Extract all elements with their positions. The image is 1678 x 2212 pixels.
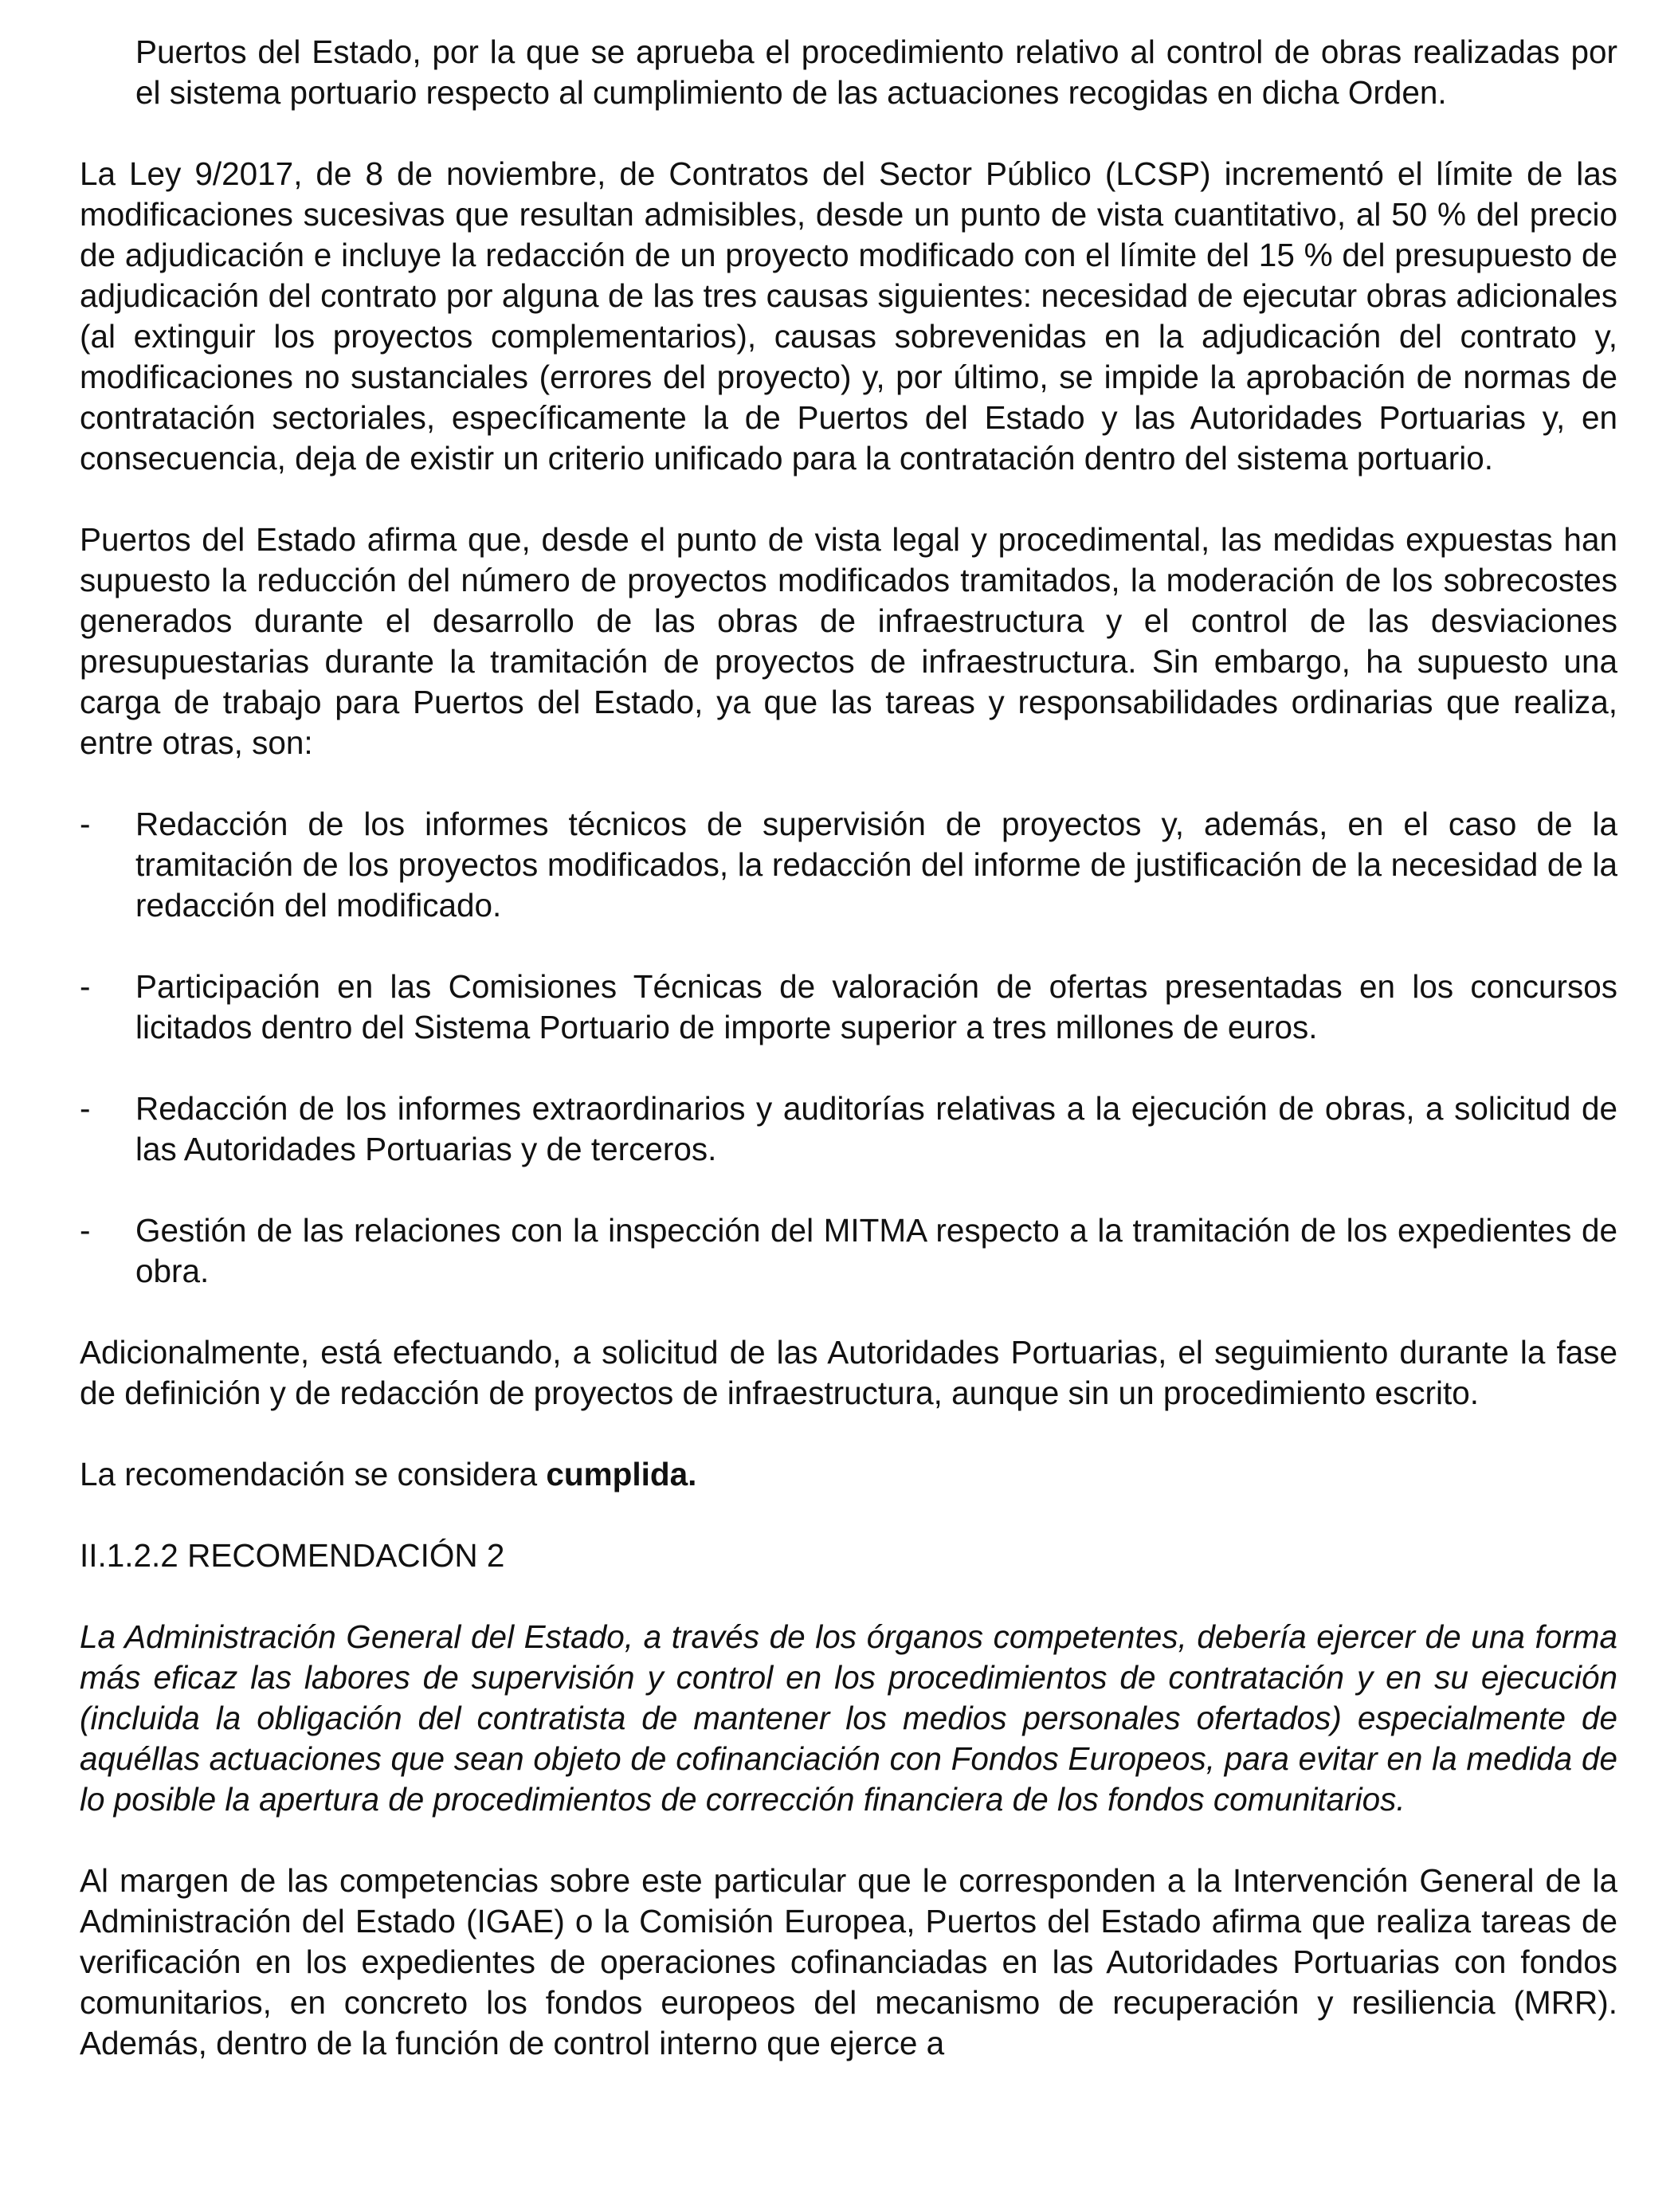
list-dash: - xyxy=(80,806,91,842)
list-item xyxy=(80,1088,1617,1170)
tasks-list xyxy=(80,804,1617,1292)
conclusion-paragraph xyxy=(80,1454,1617,1495)
list-item-text: Gestión de las relaciones con la inspección del MITMA respecto a la tramitación de los expedientes de obra. xyxy=(135,1212,1617,1289)
conclusion-text: La recomendación se considera xyxy=(80,1456,547,1492)
list-item-text: Participación en las Comisiones Técnicas de valoración de ofertas presentadas en los concursos licitados dentro del Sistema Portuario de importe superior a tres millones de euros. xyxy=(135,968,1617,1045)
list-dash: - xyxy=(80,968,91,1005)
list-item-text: Redacción de los informes técnicos de supervisión de proyectos y, además, en el caso de la tramitación de los proyectos modificados, la redacción del informe de justificación de la necesidad de la redacción del modificado. xyxy=(135,806,1617,924)
lcsp-paragraph: La Ley 9/2017, de 8 de noviembre, de Contratos del Sector Público (LCSP) incrementó el límite de las modificaciones sucesivas que resultan admisibles, desde un punto de vista cuantitativo, al 50 % del precio de adjudicación e incluye la redacción de un proyecto modificado con el límite del 15 % del presupuesto de adjudicación del contrato por alguna de las tres causas siguientes: necesidad de ejecutar obras adicionales (al extinguir los proyectos complementarios), causas sobrevenidas en la adjudicación del contrato y, modificaciones no sustanciales (errores del proyecto) y, por último, se impide la aprobación de normas de contratación sectoriales, específicamente la de Puertos del Estado y las Autoridades Portuarias y, en consecuencia, deja de existir un criterio unificado para la contratación dentro del sistema portuario. xyxy=(80,155,1617,477)
list-item xyxy=(80,967,1617,1048)
additional-paragraph: Adicionalmente, está efectuando, a solicitud de las Autoridades Portuarias, el seguimiento durante la fase de definición y de redacción de proyectos de infraestructura, aunque sin un procedimiento escrito. xyxy=(80,1334,1617,1411)
list-item-text: Redacción de los informes extraordinarios y auditorías relativas a la ejecución de obras, a solicitud de las Autoridades Portuarias y de terceros. xyxy=(135,1090,1617,1167)
recommendation-text: La Administración General del Estado, a través de los órganos competentes, debería ejercer de una forma más eficaz las labores de supervisión y control en los procedimientos de contratación y en su ejecución (incluida la obligación del contratista de mantener los medios personales ofertados) especialmente de aquéllas actuaciones que sean objeto de cofinanciación con Fondos Europeos, para evitar en la medida de lo posible la apertura de procedimientos de corrección financiera de los fondos comunitarios. xyxy=(80,1618,1617,1818)
document-page xyxy=(80,32,1617,2064)
list-item xyxy=(80,804,1617,926)
margin-paragraph: Al margen de las competencias sobre este particular que le corresponden a la Intervención General de la Administración del Estado (IGAE) o la Comisión Europea, Puertos del Estado afirma que realiza tareas de verificación en los expedientes de operaciones cofinanciadas en las Autoridades Portuarias con fondos comunitarios, en concreto los fondos europeos del mecanismo de recuperación y resiliencia (MRR). Además, dentro de la función de control interno que ejerce a xyxy=(80,1862,1617,2061)
list-dash: - xyxy=(80,1212,91,1249)
list-dash: - xyxy=(80,1090,91,1127)
section-heading: II.1.2.2 RECOMENDACIÓN 2 xyxy=(80,1537,505,1574)
puertos-estado-paragraph: Puertos del Estado afirma que, desde el punto de vista legal y procedimental, las medidas expuestas han supuesto la reducción del número de proyectos modificados tramitados, la moderación de los sobrecostes generados durante el desarrollo de las obras de infraestructura y el control de las desviaciones presupuestarias durante la tramitación de proyectos de infraestructura. Sin embargo, ha supuesto una carga de trabajo para Puertos del Estado, ya que las tareas y responsabilidades ordinarias que realiza, entre otras, son: xyxy=(80,521,1617,761)
conclusion-status: cumplida. xyxy=(546,1456,697,1492)
list-item xyxy=(80,1210,1617,1292)
continuation-paragraph: Puertos del Estado, por la que se aprueba el procedimiento relativo al control de obras realizadas por el sistema portuario respecto al cumplimiento de las actuaciones recogidas en dicha Orden. xyxy=(135,33,1617,111)
